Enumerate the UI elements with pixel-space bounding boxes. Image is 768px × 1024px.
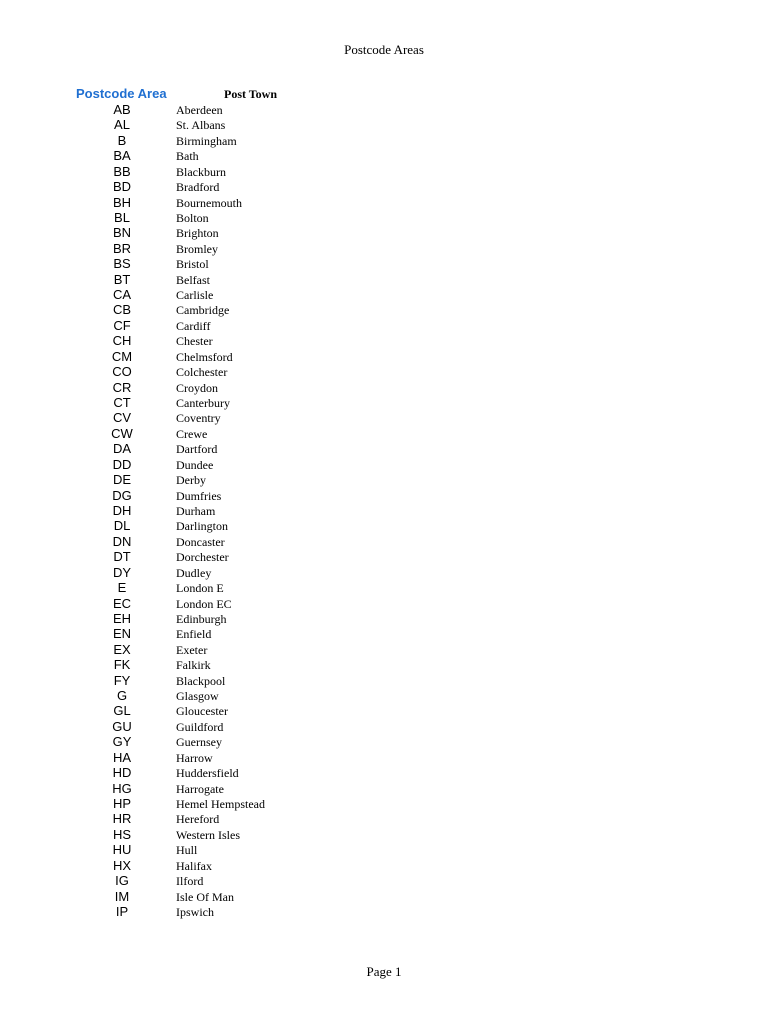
post-town-cell: Blackburn: [176, 164, 226, 179]
table-row: [0, 488, 400, 503]
postcode-area-cell: BT: [113, 271, 131, 287]
postcode-area-cell: CH: [112, 333, 132, 349]
postcode-area-cell: HG: [112, 780, 132, 796]
post-town-cell: Birmingham: [176, 133, 237, 148]
post-town-cell: Chester: [176, 334, 213, 349]
postcode-area-cell: EC: [112, 595, 132, 611]
postcode-area-cell: CA: [112, 287, 132, 303]
post-town-cell: Ipswich: [176, 904, 214, 919]
post-town-cell: Cambridge: [176, 303, 230, 318]
postcode-area-cell: DT: [113, 549, 131, 565]
post-town-cell: Glasgow: [176, 689, 219, 704]
postcode-area-cell: CF: [113, 317, 131, 333]
postcode-area-cell: CB: [112, 302, 132, 318]
table-row: [0, 781, 400, 796]
table-row: [0, 164, 400, 179]
page-title: Postcode Areas: [344, 42, 424, 57]
post-town-cell: Exeter: [176, 642, 208, 657]
postcode-area-cell: B: [117, 132, 127, 148]
post-town-cell: Dudley: [176, 565, 212, 580]
table-row: [0, 102, 400, 117]
post-town-cell: Crewe: [176, 426, 208, 441]
postcode-area-cell: IG: [115, 873, 129, 889]
post-town-cell: St. Albans: [176, 118, 226, 133]
post-town-cell: Harrogate: [176, 781, 224, 796]
postcode-area-cell: CT: [113, 395, 131, 411]
table-row: [0, 889, 400, 904]
table-row: [0, 827, 400, 842]
table-row: [0, 734, 400, 749]
post-town-cell: Belfast: [176, 272, 210, 287]
post-town-cell: Guildford: [176, 719, 224, 734]
table-row: [0, 503, 400, 518]
post-town-cell: Ilford: [176, 874, 204, 889]
table-row: [0, 842, 400, 857]
postcode-area-cell: CR: [112, 379, 132, 395]
postcode-area-cell: BB: [113, 163, 131, 179]
post-town-cell: Bradford: [176, 180, 220, 195]
post-town-cell: Falkirk: [176, 658, 211, 673]
table-row: [0, 626, 400, 641]
table-row: [0, 750, 400, 765]
table-row: [0, 241, 400, 256]
table-row: [0, 611, 400, 626]
table-row: [0, 904, 400, 919]
table-row: [0, 549, 400, 564]
table-row: [0, 858, 400, 873]
postcode-area-cell: DL: [113, 518, 131, 534]
postcode-area-cell: DD: [112, 456, 132, 472]
post-town-cell: Halifax: [176, 858, 212, 873]
postcode-area-cell: CV: [112, 410, 132, 426]
post-town-cell: Bromley: [176, 241, 218, 256]
table-row: [0, 688, 400, 703]
table-row: [0, 719, 400, 734]
table-row: [0, 565, 400, 580]
postcode-area-cell: CO: [112, 364, 132, 380]
postcode-area-cell: DE: [112, 472, 132, 488]
post-town-cell: Blackpool: [176, 673, 226, 688]
post-town-cell: London E: [176, 581, 224, 596]
postcode-area-cell: AB: [113, 102, 131, 117]
table-row: [0, 302, 400, 317]
postcode-area-cell: HX: [112, 857, 132, 873]
table-row: [0, 765, 400, 780]
post-town-cell: Coventry: [176, 411, 221, 426]
table-row: [0, 410, 400, 425]
post-town-cell: London EC: [176, 596, 232, 611]
post-town-cell: Canterbury: [176, 396, 230, 411]
postcode-area-cell: DG: [112, 487, 132, 503]
post-town-cell: Darlington: [176, 519, 228, 534]
postcode-area-cell: IM: [114, 888, 130, 904]
post-town-cell: Bolton: [176, 210, 209, 225]
table-row: [0, 441, 400, 456]
table-row: [0, 534, 400, 549]
post-town-cell: Western Isles: [176, 827, 241, 842]
table-row: [0, 287, 400, 302]
post-town-cell: Chelmsford: [176, 349, 233, 364]
post-town-cell: Dumfries: [176, 488, 222, 503]
postcode-area-cell: GU: [112, 718, 132, 734]
table-row: [0, 148, 400, 163]
postcode-area-cell: BN: [112, 225, 132, 241]
table-row: [0, 457, 400, 472]
post-town-cell: Bristol: [176, 257, 209, 272]
postcode-area-cell: CW: [111, 425, 133, 441]
postcode-area-cell: EH: [112, 610, 132, 626]
column-header-postcode-area: Postcode Area: [76, 86, 167, 101]
table-row: [0, 596, 400, 611]
table-row: [0, 703, 400, 718]
postcode-area-cell: DY: [112, 564, 132, 580]
table-row: [0, 133, 400, 148]
table-row: [0, 472, 400, 487]
postcode-area-cell: BA: [113, 148, 131, 164]
table-row: [0, 426, 400, 441]
postcode-area-cell: HR: [112, 811, 132, 827]
table-row: [0, 796, 400, 811]
page-number: Page 1: [366, 964, 402, 979]
post-town-cell: Cardiff: [176, 318, 211, 333]
postcode-area-cell: E: [117, 580, 127, 596]
postcode-area-cell: AL: [114, 117, 130, 133]
post-town-cell: Harrow: [176, 750, 213, 765]
postcode-area-cell: FK: [113, 657, 131, 673]
post-town-cell: Dundee: [176, 457, 214, 472]
table-row: [0, 333, 400, 348]
post-town-cell: Enfield: [176, 627, 212, 642]
postcode-area-cell: CM: [111, 348, 133, 364]
post-town-cell: Derby: [176, 473, 206, 488]
post-town-cell: Guernsey: [176, 735, 222, 750]
post-town-cell: Edinburgh: [176, 611, 227, 626]
postcode-area-cell: HD: [112, 765, 132, 781]
column-header-post-town: Post Town: [224, 87, 278, 101]
postcode-area-cell: GY: [112, 734, 132, 750]
postcode-area-cell: DH: [112, 502, 132, 518]
postcode-area-cell: DA: [112, 441, 132, 457]
post-town-cell: Gloucester: [176, 704, 228, 719]
post-town-cell: Brighton: [176, 226, 219, 241]
table-row: [0, 642, 400, 657]
postcode-area-cell: EX: [113, 641, 131, 657]
table-row: [0, 657, 400, 672]
table-row: [0, 518, 400, 533]
postcode-area-cell: BH: [112, 194, 132, 210]
table-row: [0, 318, 400, 333]
post-town-cell: Dartford: [176, 442, 218, 457]
postcode-area-cell: BD: [112, 179, 132, 195]
table-row: [0, 811, 400, 826]
postcode-area-cell: HS: [112, 826, 132, 842]
table-row: [0, 364, 400, 379]
post-town-cell: Durham: [176, 503, 216, 518]
table-row: [0, 395, 400, 410]
postcode-area-cell: HA: [112, 749, 132, 765]
post-town-cell: Hull: [176, 843, 198, 858]
post-town-cell: Carlisle: [176, 288, 214, 303]
post-town-cell: Colchester: [176, 365, 228, 380]
table-row: [0, 873, 400, 888]
post-town-cell: Hereford: [176, 812, 220, 827]
postcode-area-cell: EN: [112, 626, 132, 642]
table-row: [0, 349, 400, 364]
postcode-area-cell: BR: [112, 240, 132, 256]
table-row: [0, 225, 400, 240]
table-row: [0, 179, 400, 194]
table-row: [0, 673, 400, 688]
post-town-cell: Croydon: [176, 380, 218, 395]
post-town-cell: Aberdeen: [176, 103, 223, 117]
table-row: [0, 210, 400, 225]
postcode-area-cell: BS: [113, 256, 131, 272]
postcode-area-cell: IP: [115, 903, 129, 919]
postcode-area-cell: BL: [114, 209, 130, 225]
table-row: [0, 256, 400, 271]
post-town-cell: Hemel Hempstead: [176, 796, 265, 811]
post-town-cell: Bath: [176, 149, 199, 164]
post-town-cell: Isle Of Man: [176, 889, 234, 904]
post-town-cell: Huddersfield: [176, 766, 239, 781]
postcode-area-cell: HU: [112, 842, 132, 858]
table-row: [0, 195, 400, 210]
postcode-area-cell: FY: [113, 672, 131, 688]
post-town-cell: Doncaster: [176, 534, 225, 549]
postcode-area-cell: G: [116, 688, 128, 704]
table-row: [0, 272, 400, 287]
table-row: [0, 117, 400, 132]
table-row: [0, 580, 400, 595]
postcode-area-cell: DN: [112, 533, 132, 549]
postcode-area-cell: HP: [112, 795, 132, 811]
table-row: [0, 380, 400, 395]
post-town-cell: Bournemouth: [176, 195, 242, 210]
post-town-cell: Dorchester: [176, 550, 229, 565]
postcode-area-cell: GL: [113, 703, 131, 719]
postcode-table: [0, 102, 400, 919]
